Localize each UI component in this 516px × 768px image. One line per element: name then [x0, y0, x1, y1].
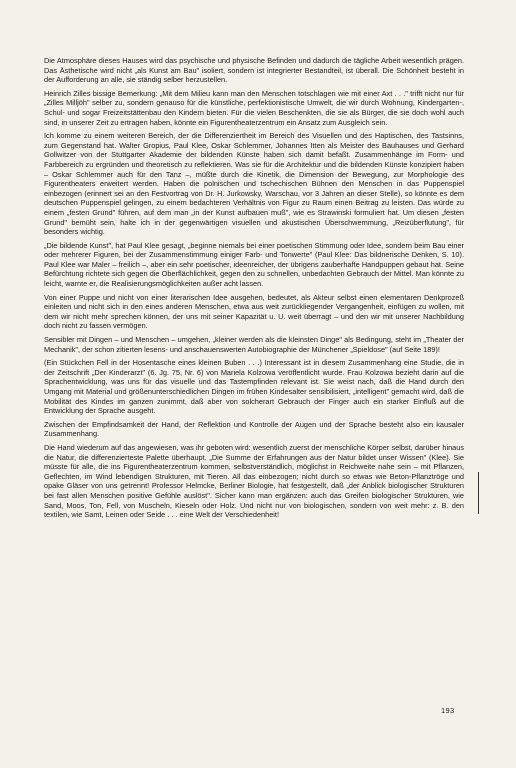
page-number: 193: [441, 706, 455, 715]
paragraph-2: Heinrich Zilles bissige Bemerkung: „Mit dem Milieu kann man den Menschen totschlagen wie mit einer Axt . . ." trifft nicht nur für „Zilles Milljöh" selber zu, sondern genauso für die künstliche, perfektionistische Umwelt, die wir durch Wohnung, Kindergarten-, Schul- und sogar Freizeitstättenbau den Kindern bieten. Für die vielen Beschenkten, die sie als Bürger, die sie doch wohl auch sind, in unserer Zeit zu ertragen haben, könnte ein Figurentheaterzentrum ein Ansatz zum Ausgleich sein.: [44, 88, 464, 127]
paragraph-6: Sensibler mit Dingen – und Menschen – umgehen, „kleiner werden als die kleinsten Dinge" als Bedingung, steht im „Theater der Mechanik", der schon zitierten lesens- und anschauenswerten Autobiographie der Münchener „Spieldose" (auf Seite 189)!: [44, 335, 464, 354]
paragraph-1: Die Atmosphäre dieses Hauses wird das psychische und physische Befinden und dadurch die tägliche Arbeit wesentlich prägen. Das Ästhetische wird nicht „als Kunst am Bau" isoliert, sondern ist integrierter Bestandteil, ist überall. Die Schönheit besteht in der Aufforderung an alle, sie ständig selber herzustellen.: [44, 56, 464, 85]
document-body: [44, 56, 464, 524]
paragraph-7: (Ein Stückchen Fell in der Hosentasche eines kleinen Buben . . .) Interessant ist in diesem Zusammenhang eine Studie, die in der Zeitschrift „Der Kinderarzt" (6. Jg. 75, Nr. 6) von Mariela Kolzowa veröffentlicht wurde. Frau Kolzowa bezieht darin auf die Sprachentwicklung, was uns für das visuelle und das Tastempfinden relevant ist. Sie weist nach, daß die Hand durch den Umgang mit Material und größenunterschiedlichen Dingen im frühen Kindesalter sensibilisiert, „intelligent" gemacht wird, daß die Mobilität des Kindes im ganzen zunimmt, daß aber von solcherart Gebrauch der Finger auch ein starker Einfluß auf die Entwicklung der Sprache ausgeht.: [44, 358, 464, 416]
paragraph-3: Ich komme zu einem weiteren Bereich, der die Differenziertheit im Bereich des Visuellen und des Haptischen, des Tastsinns, zum Gegenstand hat. Walter Gropius, Paul Klee, Oskar Schlemmer, Johannes Itten als Meister des Bauhauses und Gerhard Gollwitzer von der Stuttgarter Akademie der bildenden Künste haben sich damit befaßt. Zusammenhänge im Form- und Farbbereich zu ergründen und theoretisch zu reflektieren. Was sie für die Architektur und die bildenden Künste konzipiert haben – Oskar Schlemmer auch für den Tanz –, müßte durch die Kinetik, die Dimension der Bewegung, zur Morphologie des Figurentheaters erweitert werden. Haben die polnischen und tschechischen Bühnen den Menschen in das Puppenspiel einbezogen (erinnert sei an den Festvortrag von Dr. H. Jurkowsky, Warschau, vor 3 Jahren an dieser Stelle), so könnte es dem deutschen Puppenspiel gelingen, zu einem bedachteren Verhältnis von Figur zu Raum einen Beitrag zu leisten. Das würde zu einem „festen Grund" führen, auf dem man „in der Kunst aufbauen muß", wie es Strawinski formuliert hat. Um diesen „festen Grund" bemüht sein, halte ich in der gegenwärtigen visuellen und akustischen Überschwemmung, „Reizüberflutung", für besonders wichtig.: [44, 131, 464, 237]
margin-annotation-line: [478, 472, 479, 514]
paragraph-8: Zwischen der Empfindsamkeit der Hand, der Reflektion und Kontrolle der Augen und der Sprache besteht also ein kausaler Zusammenhang.: [44, 419, 464, 439]
paragraph-9: Die Hand wiederum auf das angewiesen, was ihr geboten wird: wesentlich zuerst der menschliche Körper selbst, darüber hinaus die Natur, die differenzierteste Palette überhaupt. „Die Summe der Erfahrungen aus der Natur bildet unser Wissen" (Klee). Sie müsste für alle, die ins Figurentheaterzentrum kommen, selbstverständlich, möglichst in Reichweite nahe sein – mit Pflanzen, Geflechten, im Wind lebendigen Strukturen, mit Tieren. All das einbezogen; nicht durch so etwas wie Beton-Pflanztröge und opake Gläser von uns getrennt! Professor Helmcke, Berliner Biologie, hat festgestellt, daß „der Anblick biologischer Strukturen bei fast allen Menschen positive Gefühle auslöst". Sicher kann man ergänzen: auch das Greifen biologischer Strukturen, wie Sand, Moos, Ton, Fell, von Muscheln, Kieseln oder Holz. Und nicht nur von biologischen, sondern von weit mehr: z. B. den textilen, wie Samt, Leinen oder Seide . . . eine Welt der Verschiedenheit!: [44, 442, 464, 520]
paragraph-4: „Die bildende Kunst", hat Paul Klee gesagt, „beginne niemals bei einer poetischen Stimmung oder Idee, sondern beim Bau einer oder mehrerer Figuren, bei der Zusammenstimmung einiger Farb- und Tonwerte" (Paul Klee: Das bildnerische Denken, S. 10). Paul Klee war Maler – freilich –, aber ein sehr poetischer, ideenreicher, der übrigens zauberhafte Handpuppen gebaut hat. Seine Befürchtung richtete sich gegen die Oberflächlichkeit, gegen den zu schnellen, unbedachten Gebrauch der Mittel. Man könnte zu leicht, warnte er, die Realisierungsmöglichkeiten außer acht lassen.: [44, 240, 464, 289]
paragraph-5: Von einer Puppe und nicht von einer literarischen Idee ausgehen, bedeutet, als Akteur selbst einen elementaren Denkprozeß einleiten und nicht sich in den eines anderen Menschen, etwa aus weit zurückliegender Vergangenheit, einfügen zu wollen, mit dem wir nicht mehr sprechen können, der uns mit seiner Kapazität u. U. weit überragt – und den wir mit unserer Nachbildung doch nicht zu fassen vermögen.: [44, 292, 464, 331]
